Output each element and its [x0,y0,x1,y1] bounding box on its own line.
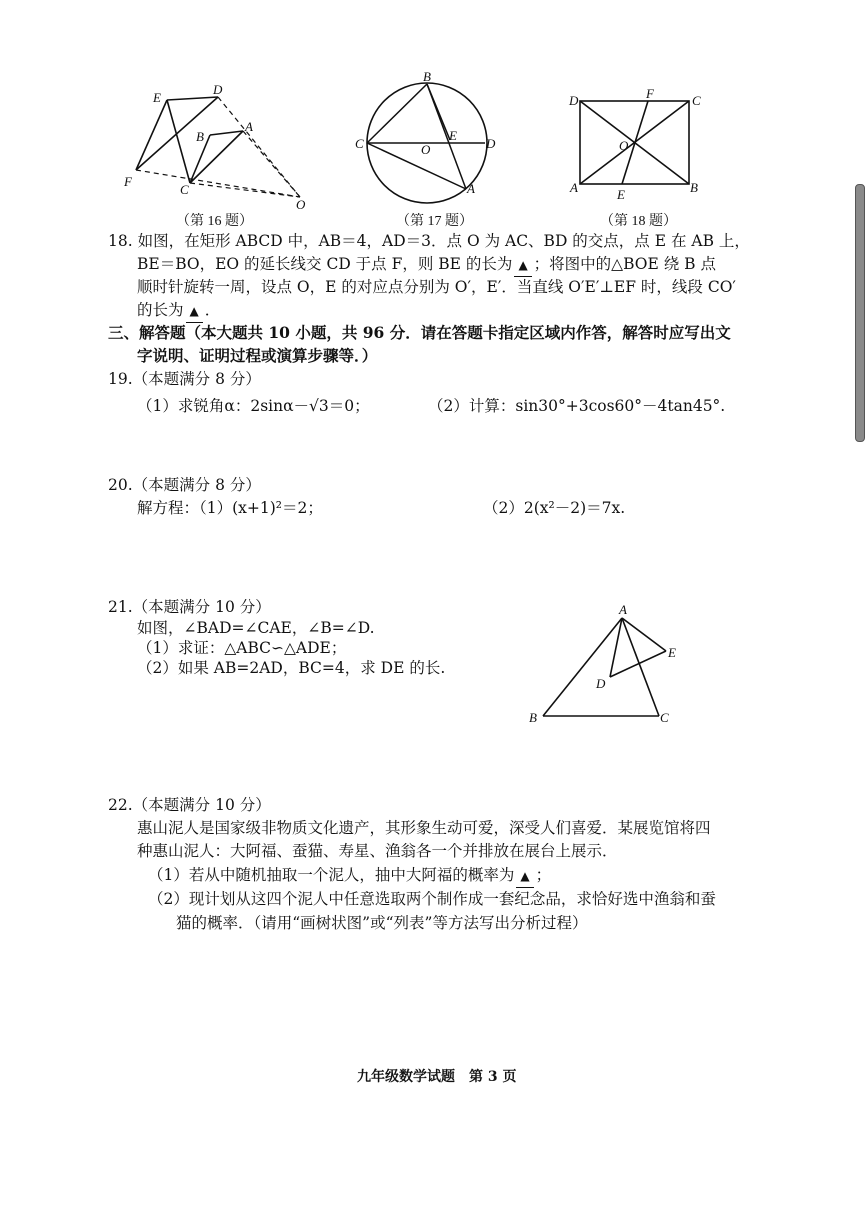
q21-line3: （2）如果 AB=2AD，BC=4，求 DE 的长. [137,659,446,677]
fig16-label-D: D [213,82,223,97]
q18-answer-blank-2: ▲ [186,300,203,323]
figure-17 [350,70,500,210]
page-footer: 九年级数学试题 第 3 页 [357,1069,517,1085]
fig17-label-A: A [467,181,475,196]
fig18-label-B: B [690,180,698,195]
q18-answer-blank-1: ▲ [514,254,531,277]
fig16-caption: （第 16 题） [176,214,253,229]
fig21-label-C: C [660,710,669,725]
q22-answer-blank: ▲ [516,865,533,888]
q22-line4: （2）现计划从这四个泥人中任意选取两个制作成一套纪念品，求恰好选中渔翁和蚕 [148,890,716,908]
fig18-label-A: A [570,180,578,195]
q22-title: 22.（本题满分 10 分） [108,796,271,814]
q22-line2: 种惠山泥人：大阿福、蚕猫、寿星、渔翁各一个并排放在展台上展示． [137,842,618,860]
fig17-label-E: E [449,128,457,143]
fig17-label-D: D [486,136,496,151]
q19-title: 19.（本题满分 8 分） [108,370,261,388]
fig21-label-B: B [529,710,537,725]
q18-line1: 18. 如图，在矩形 ABCD 中，AB＝4，AD＝3．点 O 为 AC、BD 的交点，点 E 在 AB 上， [108,232,750,250]
fig18-label-C: C [692,93,701,108]
q18-line3: 顺时针旋转一周，设点 O，E 的对应点分别为 O′，E′．当直线 O′E′⊥EF 时，线段 CO′ [137,278,736,296]
q18-line4: 的长为 ▲ ． [137,299,220,323]
fig21-label-A: A [619,602,627,617]
fig18-label-F: F [646,86,654,101]
q19-part1: （1）求锐角α：2sinα－√3＝0； [137,397,370,415]
q22-line5: 猫的概率．（请用“画树状图”或“列表”等方法写出分析过程） [176,914,588,932]
fig21-label-D: D [596,676,606,691]
q20-part1: 解方程：（1）(x+1)²＝2； [137,499,323,517]
fig17-label-C: C [355,136,364,151]
fig18-label-D: D [569,93,579,108]
q22-line1: 惠山泥人是国家级非物质文化遗产，其形象生动可爱，深受人们喜爱．某展览馆将四 [137,819,711,837]
fig16-label-E: E [153,90,161,105]
q22-line3: （1）若从中随机抽取一个泥人，抽中大阿福的概率为 ▲ ； [148,864,551,888]
fig18-label-O: O [619,138,629,153]
fig21-label-E: E [668,645,676,660]
q19-part2: （2）计算：sin30°+3cos60°－4tan45°. [428,397,726,415]
fig16-label-A: A [245,119,253,134]
q21-line1: 如图，∠BAD=∠CAE，∠B=∠D. [137,619,375,637]
q18-line2: BE＝BO，EO 的延长线交 CD 于点 F，则 BE 的长为 ▲ ；将图中的△BOE 绕 B 点 [137,253,716,277]
q21-line2: （1）求证：△ABC∽△ADE； [137,639,347,657]
fig16-label-F: F [124,174,132,189]
figure-21 [520,600,695,730]
q21-title: 21.（本题满分 10 分） [108,598,271,616]
q20-part2: （2）2(x²－2)＝7x. [483,499,626,517]
figure-16 [118,80,318,215]
fig16-label-C: C [180,182,189,197]
section3-heading-line1: 三、解答题（本大题共 10 小题，共 96 分．请在答题卡指定区域内作答，解答时应写出文 [108,323,731,342]
section3-heading-line2: 字说明、证明过程或演算步骤等．） [137,346,378,365]
fig17-label-O: O [421,142,431,157]
fig18-caption: （第 18 题） [600,214,677,229]
fig17-caption: （第 17 题） [396,214,473,229]
figure-18 [565,85,705,205]
q20-title: 20.（本题满分 8 分） [108,476,261,494]
vertical-scrollbar[interactable] [855,184,865,442]
fig18-label-E: E [617,187,625,202]
fig16-label-B: B [196,129,204,144]
fig17-label-B: B [423,70,431,84]
fig16-label-O: O [296,197,306,212]
